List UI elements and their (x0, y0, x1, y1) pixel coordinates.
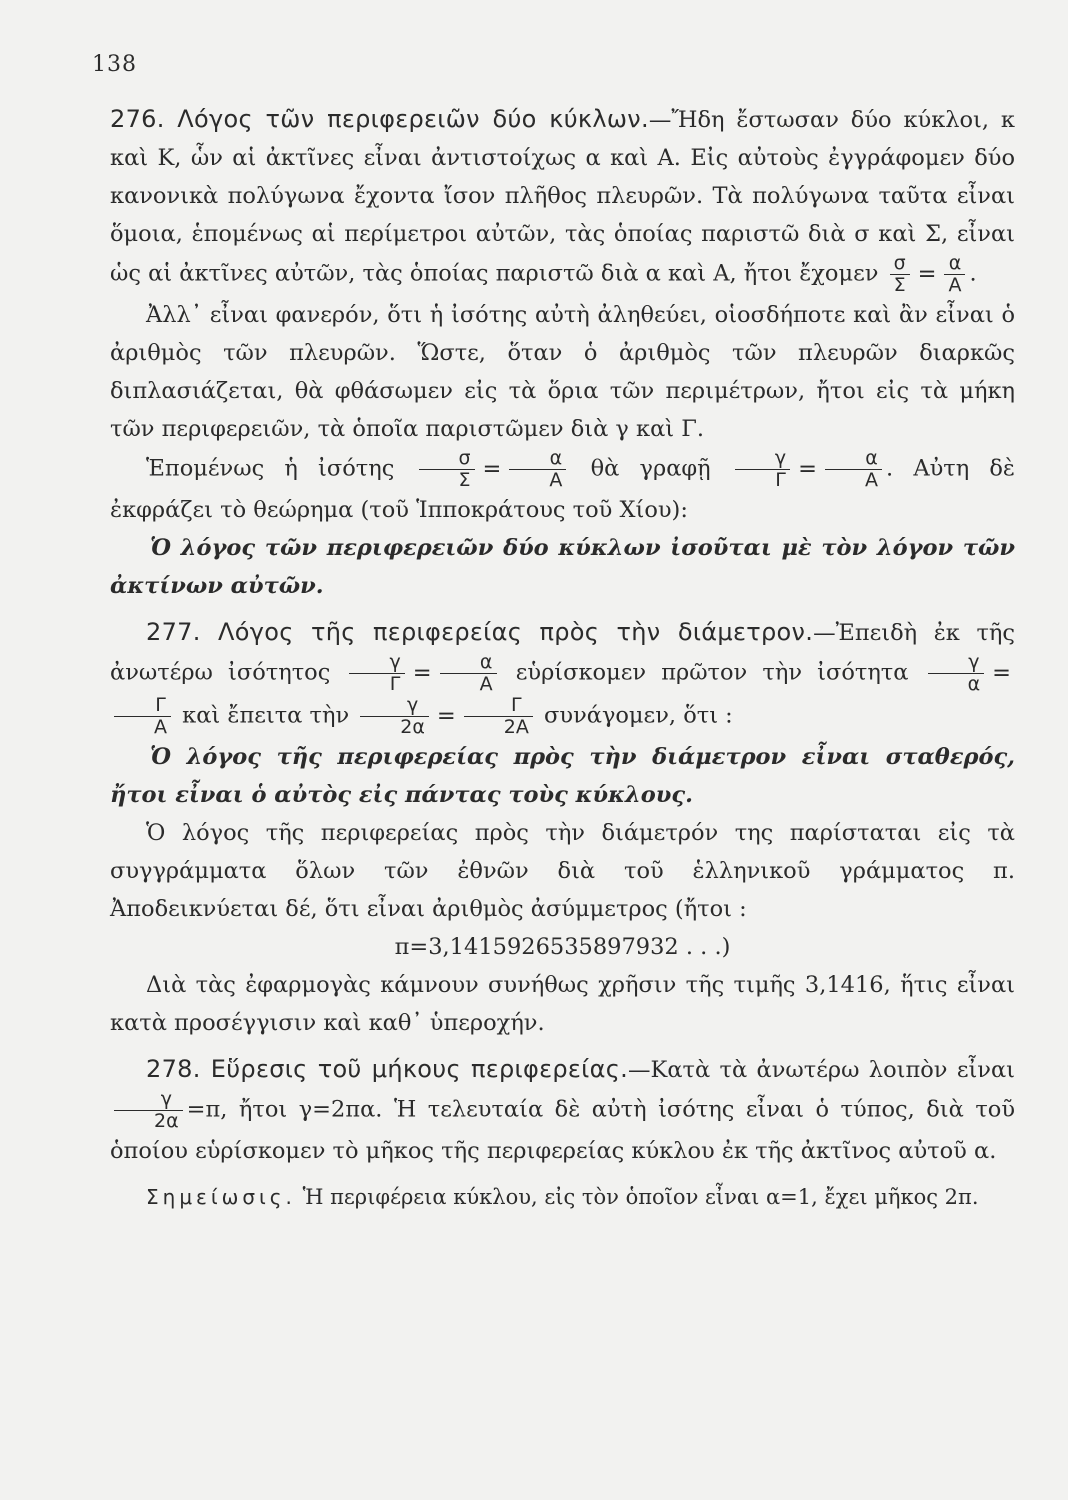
section-277-heading: 277. Λόγος τῆς περιφερείας πρὸς τὴν διάμετρον. (146, 618, 814, 646)
fraction-gamma-Gamma (349, 652, 404, 695)
numerator: α (440, 652, 497, 674)
equals-sign: = (412, 659, 432, 686)
numerator: γ (114, 1089, 183, 1111)
equals-sign: = (992, 659, 1011, 686)
fraction-alpha-Alpha (509, 448, 566, 491)
denominator: Γ (775, 469, 786, 491)
numerator: γ (735, 448, 790, 470)
denominator: 2α (154, 1110, 179, 1132)
text-run: καὶ ἔπειτα τὴν (182, 702, 350, 729)
text-run: θὰ γραφῇ (590, 455, 711, 482)
section-276-heading: 276. Λόγος τῶν περιφερειῶν δύο κύκλων. (110, 105, 649, 133)
section-276-paragraph (110, 100, 1015, 296)
denominator: Α (864, 469, 878, 491)
note-text: Ἡ περιφέρεια κύκλου, εἰς τὸν ὁποῖον εἶναι α=1, ἔχει μῆκος 2π. (302, 1185, 979, 1209)
section-276-intro: —Ἤδη ἔστωσαν δύο κύκλοι, κ καὶ Κ, ὧν αἱ ἀκτῖνες εἶναι ἀντιστοίχως α καὶ Α. Εἰς αὐτοὺς ἐγγράφομεν δύο κανονικὰ πολύγωνα ἔχοντα ἴσον πλῆθος πλευρῶν. Τὰ πολύγωνα ταῦτα εἶναι ὅμοια, ἑπομένως αἱ περίμετροι αὐτῶν, τὰς ὁποίας παριστῶ διὰ σ καὶ Σ, εἶναι ὡς αἱ ἀκτῖνες αὐτῶν, τὰς ὁποίας παριστῶ διὰ α καὶ Α, ἤτοι ἔχομεν (110, 107, 1015, 287)
section-278-paragraph (110, 1050, 1015, 1170)
fraction-Gamma-2Alpha (464, 695, 533, 738)
numerator: α (825, 448, 882, 470)
theorem-277: Ὁ λόγος τῆς περιφερείας πρὸς τὴν διάμετρον εἶναι σταθερός, ἤτοι εἶναι ὁ αὐτὸς εἰς πάντας τοὺς κύκλους. (110, 744, 1015, 808)
denominator: Σ (458, 469, 471, 491)
pi-value: π=3,1415926535897932 . . .) (394, 934, 731, 960)
section-278-heading: 278. Εὕρεσις τοῦ μήκους περιφερείας. (146, 1055, 629, 1083)
numerator: α (509, 448, 566, 470)
denominator: Σ (893, 274, 906, 296)
note-label: Σημείωσις. (146, 1185, 296, 1209)
denominator: 2Α (503, 716, 529, 738)
period: . (885, 455, 894, 482)
fraction-gamma-2alpha (114, 1089, 183, 1132)
fraction-gamma-Gamma (735, 448, 790, 491)
theorem-276: Ὁ λόγος τῶν περιφερειῶν δύο κύκλων ἰσοῦται μὲ τὸν λόγον τῶν ἀκτίνων αὐτῶν. (110, 535, 1015, 599)
equals-sign: = (436, 702, 456, 729)
equals-sign: = (917, 260, 937, 287)
fraction-gamma-alpha (928, 652, 985, 695)
fraction-gamma-2alpha (360, 695, 429, 738)
section-277-paragraph-2: Ὁ λόγος τῆς περιφερείας πρὸς τὴν διάμετρόν της παρίσταται εἰς τὰ συγγράμματα ὅλων τῶν ἐθνῶν διὰ τοῦ ἑλληνικοῦ γράμματος π. Ἀποδεικνύεται δέ, ὅτι εἶναι ἀριθμὸς ἀσύμμετρος (ἤτοι : (110, 820, 1015, 922)
page-body (110, 100, 1015, 1216)
section-277-paragraph (110, 613, 1015, 738)
denominator: Α (549, 469, 563, 491)
numerator: σ (419, 448, 475, 470)
numerator: σ (890, 253, 910, 275)
fraction-sigma-Sigma (890, 253, 910, 296)
period: . (969, 260, 977, 287)
numerator: γ (928, 652, 985, 674)
note-paragraph (110, 1178, 1015, 1216)
text-run: =π, ἤτοι γ=2πα. Ἡ τελευταία δὲ αὐτὴ ἰσότης εἶναι ὁ τύπος, διὰ τοῦ ὁποίου εὑρίσκομεν τὸ μῆκος τῆς περιφερείας κύκλου ἐκ τῆς ἀκτῖνος αὐτοῦ α. (110, 1096, 1015, 1164)
denominator: Α (479, 673, 493, 695)
denominator: Γ (389, 673, 401, 695)
section-278-intro: —Κατὰ τὰ ἀνωτέρω λοιπὸν εἶναι (628, 1057, 1015, 1083)
denominator: Α (948, 274, 962, 296)
text-run: Αὐτη δὲ ἐκφράζει τὸ θεώρημα (τοῦ Ἱπποκράτους τοῦ Χίου): (110, 455, 1015, 523)
denominator: Α (154, 716, 167, 738)
text-run: συνάγομεν, ὅτι : (544, 702, 733, 729)
fraction-Gamma-Alpha (114, 695, 171, 738)
numerator: γ (349, 652, 404, 674)
text-run: Ἑπομένως ἡ ἰσότης (146, 455, 395, 482)
equals-sign: = (798, 455, 817, 482)
section-277-paragraph-3: Διὰ τὰς ἐφαρμογὰς κάμνουν συνήθως χρῆσιν τῆς τιμῆς 3,1416, ἥτις εἶναι κατὰ προσέγγισιν καὶ καθ᾽ ὑπεροχήν. (110, 972, 1015, 1036)
fraction-alpha-Alpha (440, 652, 497, 695)
section-276-paragraph-2: Ἀλλ᾽ εἶναι φανερόν, ὅτι ἡ ἰσότης αὐτὴ ἀληθεύει, οἱοσδήποτε καὶ ἂν εἶναι ὁ ἀριθμὸς τῶν πλευρῶν. Ὥστε, ὅταν ὁ ἀριθμὸς τῶν πλευρῶν διαρκῶς διπλασιάζεται, θὰ φθάσωμεν εἰς τὰ ὅρια τῶν περιμέτρων, ἤτοι εἰς τὰ μήκη τῶν περιφερειῶν, τὰ ὁποῖα παριστῶμεν διὰ γ καὶ Γ. (110, 302, 1015, 442)
fraction-alpha-Alpha (944, 253, 965, 296)
numerator: α (944, 253, 965, 275)
equals-sign: = (482, 455, 502, 482)
fraction-sigma-Sigma (419, 448, 475, 491)
numerator: γ (360, 695, 429, 717)
fraction-alpha-Alpha (825, 448, 882, 491)
page-number: 138 (92, 52, 137, 77)
section-277-intro: —Ἐπειδὴ ἐκ τῆς ἀνωτέρω ἰσότητος (110, 620, 1015, 686)
denominator: α (967, 673, 981, 695)
numerator: Γ (464, 695, 533, 717)
numerator: Γ (114, 695, 171, 717)
text-run: εὑρίσκομεν πρῶτον τὴν ἰσότητα (515, 659, 909, 686)
denominator: 2α (400, 716, 425, 738)
section-276-paragraph-3 (110, 448, 1015, 529)
